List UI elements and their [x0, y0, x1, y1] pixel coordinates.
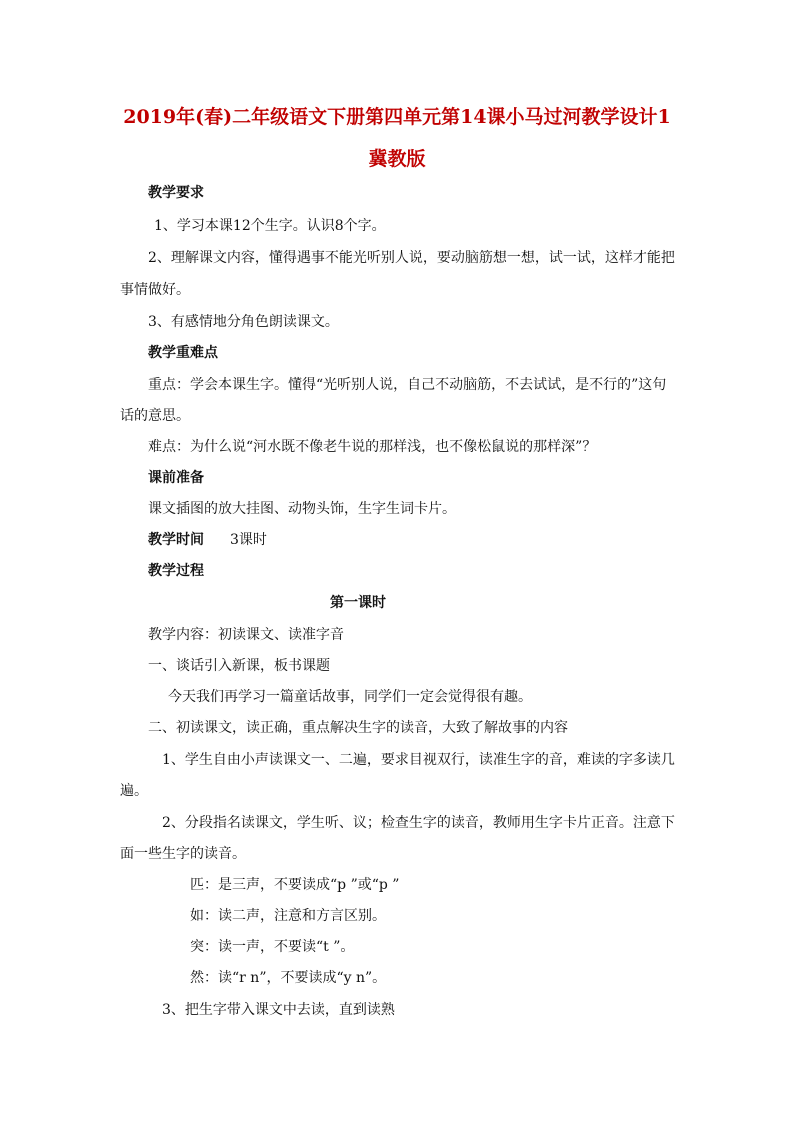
preparation-line: 课文插图的放大挂图、动物头饰，生字生词卡片。 [148, 501, 456, 517]
step-2-item-1: 1、学生自由小声读课文一、二遍，要求目视双行，读准生字的音，难读的字多读几 [162, 752, 675, 768]
section-heading-key-points: 教学重难点 [148, 345, 218, 361]
key-point-line: 重点：学会本课生字。懂得“光听别人说，自己不动脑筋，不去试试，是不行的”这句 [148, 377, 667, 393]
difficulty-line: 难点：为什么说“河水既不像老牛说的那样浅，也不像松鼠说的那样深”？ [148, 439, 597, 455]
teaching-time-value: 3课时 [230, 532, 267, 548]
char-note-1: 匹：是三声，不要读成“p ”或“p ” [190, 877, 400, 893]
step-1-heading: 一、谈话引入新课，板书课题 [148, 658, 330, 674]
lesson-title: 第一课时 [330, 595, 386, 611]
char-note-2: 如：读二声，注意和方言区别。 [190, 908, 386, 924]
requirement-item-2: 2、理解课文内容，懂得遇事不能光听别人说，要动脑筋想一想，试一试，这样才能把 [148, 250, 675, 266]
requirement-item-3: 3、有感情地分角色朗读课文。 [148, 314, 339, 330]
step-2-item-2-cont: 面一些生字的读音。 [120, 846, 246, 862]
requirement-item-1: 1、学习本课12个生字。认识8个字。 [154, 218, 386, 234]
section-heading-preparation: 课前准备 [148, 470, 204, 486]
char-note-4: 然：读“r n”，不要读成“y n”。 [190, 970, 387, 986]
teaching-time-row [148, 530, 267, 550]
char-note-3: 突：读一声，不要读“t ”。 [190, 939, 355, 955]
step-2-item-3: 3、把生字带入课文中去读，直到读熟 [162, 1002, 395, 1018]
step-2-heading: 二、初读课文，读正确，重点解决生字的读音，大致了解故事的内容 [148, 720, 568, 736]
section-heading-requirements: 教学要求 [148, 185, 204, 201]
step-2-item-2: 2、分段指名读课文，学生听、议；检查生字的读音，教师用生字卡片正音。注意下 [162, 815, 675, 831]
step-2-item-1-cont: 遍。 [120, 783, 148, 799]
lesson-content: 教学内容：初读课文、读准字音 [148, 627, 344, 643]
section-heading-time: 教学时间 [148, 532, 204, 548]
doc-title-line2: 冀教版 [368, 148, 426, 170]
section-heading-process: 教学过程 [148, 563, 204, 579]
step-1-text: 今天我们再学习一篇童话故事，同学们一定会觉得很有趣。 [168, 689, 532, 705]
requirement-item-2-cont: 事情做好。 [120, 282, 190, 298]
doc-title-line1: 2019年(春)二年级语文下册第四单元第14课小马过河教学设计1 [123, 106, 671, 128]
key-point-line-cont: 话的意思。 [120, 408, 190, 424]
